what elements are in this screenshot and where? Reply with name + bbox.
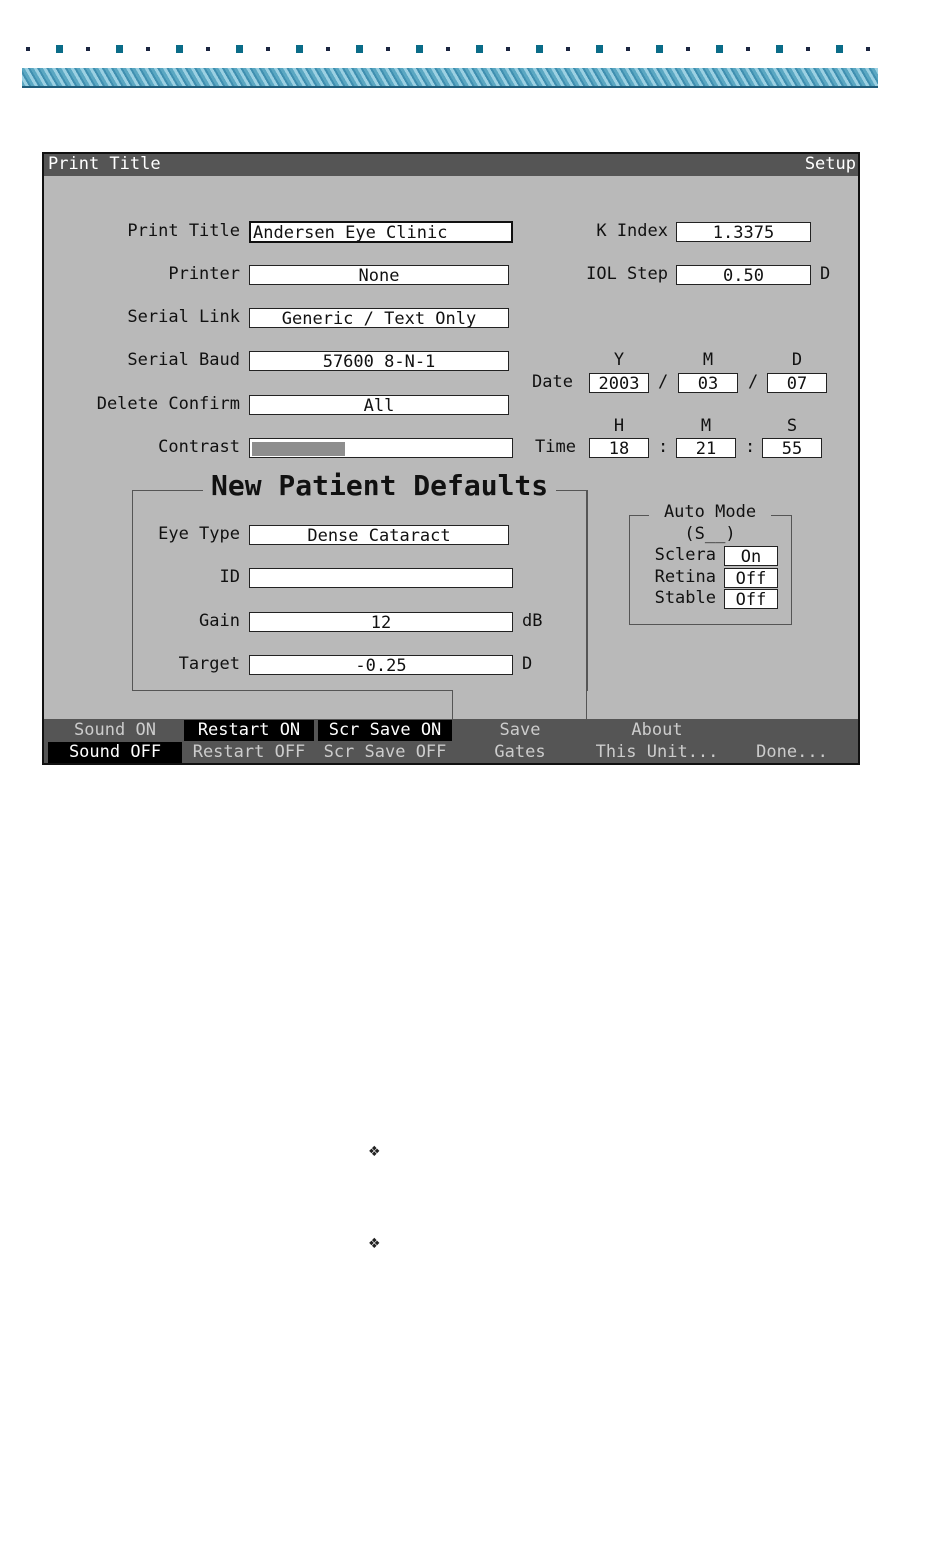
decorative-dot bbox=[356, 45, 363, 53]
date-label: Date bbox=[532, 372, 573, 392]
decorative-dot bbox=[176, 45, 183, 53]
target-unit: D bbox=[522, 654, 533, 674]
bullet-diamond-icon: ❖ bbox=[368, 1236, 381, 1252]
date-separator-1: / bbox=[658, 372, 669, 392]
decorative-dot bbox=[836, 45, 843, 53]
decorative-dot bbox=[116, 45, 123, 53]
decorative-dot bbox=[656, 45, 663, 53]
time-hour-field[interactable]: 18 bbox=[589, 438, 649, 458]
iol-step-field[interactable]: 0.50 bbox=[676, 265, 811, 285]
sound-on-softkey[interactable]: Sound ON bbox=[74, 720, 156, 740]
save-gates-softkey-line1[interactable]: Save bbox=[499, 720, 541, 740]
done-softkey[interactable]: Done... bbox=[756, 742, 828, 762]
date-month-field[interactable]: 03 bbox=[678, 373, 738, 393]
screen-mode: Setup bbox=[804, 154, 856, 174]
time-second-field[interactable]: 55 bbox=[762, 438, 822, 458]
bullet-diamond-icon: ❖ bbox=[368, 1144, 381, 1160]
decorative-dot bbox=[866, 47, 870, 51]
screen-title: Print Title bbox=[48, 154, 161, 174]
delete-confirm-label: Delete Confirm bbox=[96, 394, 240, 414]
printer-label: Printer bbox=[168, 264, 240, 284]
print-title-field[interactable]: Andersen Eye Clinic bbox=[249, 221, 513, 243]
time-minute-header: M bbox=[700, 416, 712, 436]
printer-field[interactable]: None bbox=[249, 265, 509, 285]
date-day-header: D bbox=[791, 350, 803, 370]
decorative-dot bbox=[506, 47, 510, 51]
decorative-dot bbox=[446, 47, 450, 51]
decorative-dot bbox=[596, 45, 603, 53]
contrast-level-fill bbox=[252, 442, 345, 456]
decorative-dot bbox=[416, 45, 423, 53]
k-index-label: K Index bbox=[596, 221, 668, 241]
contrast-slider[interactable] bbox=[249, 438, 513, 458]
about-softkey-line2[interactable]: This Unit... bbox=[595, 742, 719, 762]
iol-step-label: IOL Step bbox=[586, 264, 668, 284]
sound-off-softkey[interactable]: Sound OFF bbox=[48, 742, 182, 763]
decorative-dot bbox=[56, 45, 63, 53]
decorative-dot bbox=[476, 45, 483, 53]
decorative-dot bbox=[146, 47, 150, 51]
target-label: Target bbox=[178, 654, 240, 674]
target-field[interactable]: -0.25 bbox=[249, 655, 513, 675]
gain-unit: dB bbox=[522, 611, 543, 631]
auto-mode-subtitle: (S__) bbox=[684, 524, 736, 544]
decorative-dot-row bbox=[22, 44, 878, 58]
auto-mode-title: Auto Mode bbox=[649, 502, 771, 522]
serial-baud-label: Serial Baud bbox=[127, 350, 240, 370]
softkey-bar bbox=[44, 719, 858, 763]
decorative-dot bbox=[86, 47, 90, 51]
auto-mode-retina-field[interactable]: Off bbox=[724, 568, 778, 588]
auto-mode-sclera-field[interactable]: On bbox=[724, 546, 778, 566]
serial-baud-field[interactable]: 57600 8-N-1 bbox=[249, 351, 509, 371]
restart-off-softkey[interactable]: Restart OFF bbox=[192, 742, 306, 762]
about-softkey-line1[interactable]: About bbox=[631, 720, 683, 740]
eye-type-label: Eye Type bbox=[158, 524, 240, 544]
date-separator-2: / bbox=[748, 372, 759, 392]
decorative-dot bbox=[566, 47, 570, 51]
device-screen bbox=[42, 152, 860, 765]
k-index-field[interactable]: 1.3375 bbox=[676, 222, 811, 242]
serial-link-label: Serial Link bbox=[127, 307, 240, 327]
time-separator-2: : bbox=[745, 437, 756, 457]
decorative-dot bbox=[326, 47, 330, 51]
decorative-dot bbox=[746, 47, 750, 51]
decorative-dot bbox=[266, 47, 270, 51]
decorative-dot bbox=[686, 47, 690, 51]
defaults-frame-right bbox=[586, 490, 587, 719]
time-minute-field[interactable]: 21 bbox=[676, 438, 736, 458]
decorative-dot bbox=[386, 47, 390, 51]
time-hour-header: H bbox=[613, 416, 625, 436]
date-year-field[interactable]: 2003 bbox=[589, 373, 649, 393]
auto-mode-retina-label: Retina bbox=[654, 567, 716, 587]
defaults-frame-bottom bbox=[132, 690, 452, 691]
serial-link-field[interactable]: Generic / Text Only bbox=[249, 308, 509, 328]
save-gates-softkey-line2[interactable]: Gates bbox=[494, 742, 546, 762]
eye-type-field[interactable]: Dense Cataract bbox=[249, 525, 509, 545]
iol-step-unit: D bbox=[820, 264, 831, 284]
decorative-dot bbox=[626, 47, 630, 51]
decorative-dot bbox=[716, 45, 723, 53]
gain-field[interactable]: 12 bbox=[249, 612, 513, 632]
date-day-field[interactable]: 07 bbox=[767, 373, 827, 393]
date-month-header: M bbox=[702, 350, 714, 370]
decorative-dot bbox=[536, 45, 543, 53]
scr-save-on-softkey[interactable]: Scr Save ON bbox=[318, 720, 452, 741]
auto-mode-sclera-label: Sclera bbox=[654, 545, 716, 565]
id-field[interactable] bbox=[249, 568, 513, 588]
time-separator-1: : bbox=[658, 437, 669, 457]
decorative-dot bbox=[776, 45, 783, 53]
defaults-frame-step bbox=[452, 690, 453, 719]
decorative-dot bbox=[296, 45, 303, 53]
decorative-dot bbox=[236, 45, 243, 53]
decorative-dot bbox=[206, 47, 210, 51]
decorative-dot bbox=[806, 47, 810, 51]
id-label: ID bbox=[219, 567, 240, 587]
date-year-header: Y bbox=[613, 350, 625, 370]
contrast-label: Contrast bbox=[158, 437, 240, 457]
restart-on-softkey[interactable]: Restart ON bbox=[184, 720, 314, 741]
decorative-header-band bbox=[22, 68, 878, 88]
time-label: Time bbox=[535, 437, 576, 457]
delete-confirm-field[interactable]: All bbox=[249, 395, 509, 415]
time-second-header: S bbox=[786, 416, 798, 436]
defaults-heading: New Patient Defaults bbox=[203, 471, 556, 501]
auto-mode-stable-field[interactable]: Off bbox=[724, 589, 778, 609]
print-title-label: Print Title bbox=[127, 221, 240, 241]
auto-mode-stable-label: Stable bbox=[654, 588, 716, 608]
screen-title-bar bbox=[44, 154, 858, 176]
gain-label: Gain bbox=[199, 611, 240, 631]
decorative-dot bbox=[26, 47, 30, 51]
scr-save-off-softkey[interactable]: Scr Save OFF bbox=[323, 742, 447, 762]
